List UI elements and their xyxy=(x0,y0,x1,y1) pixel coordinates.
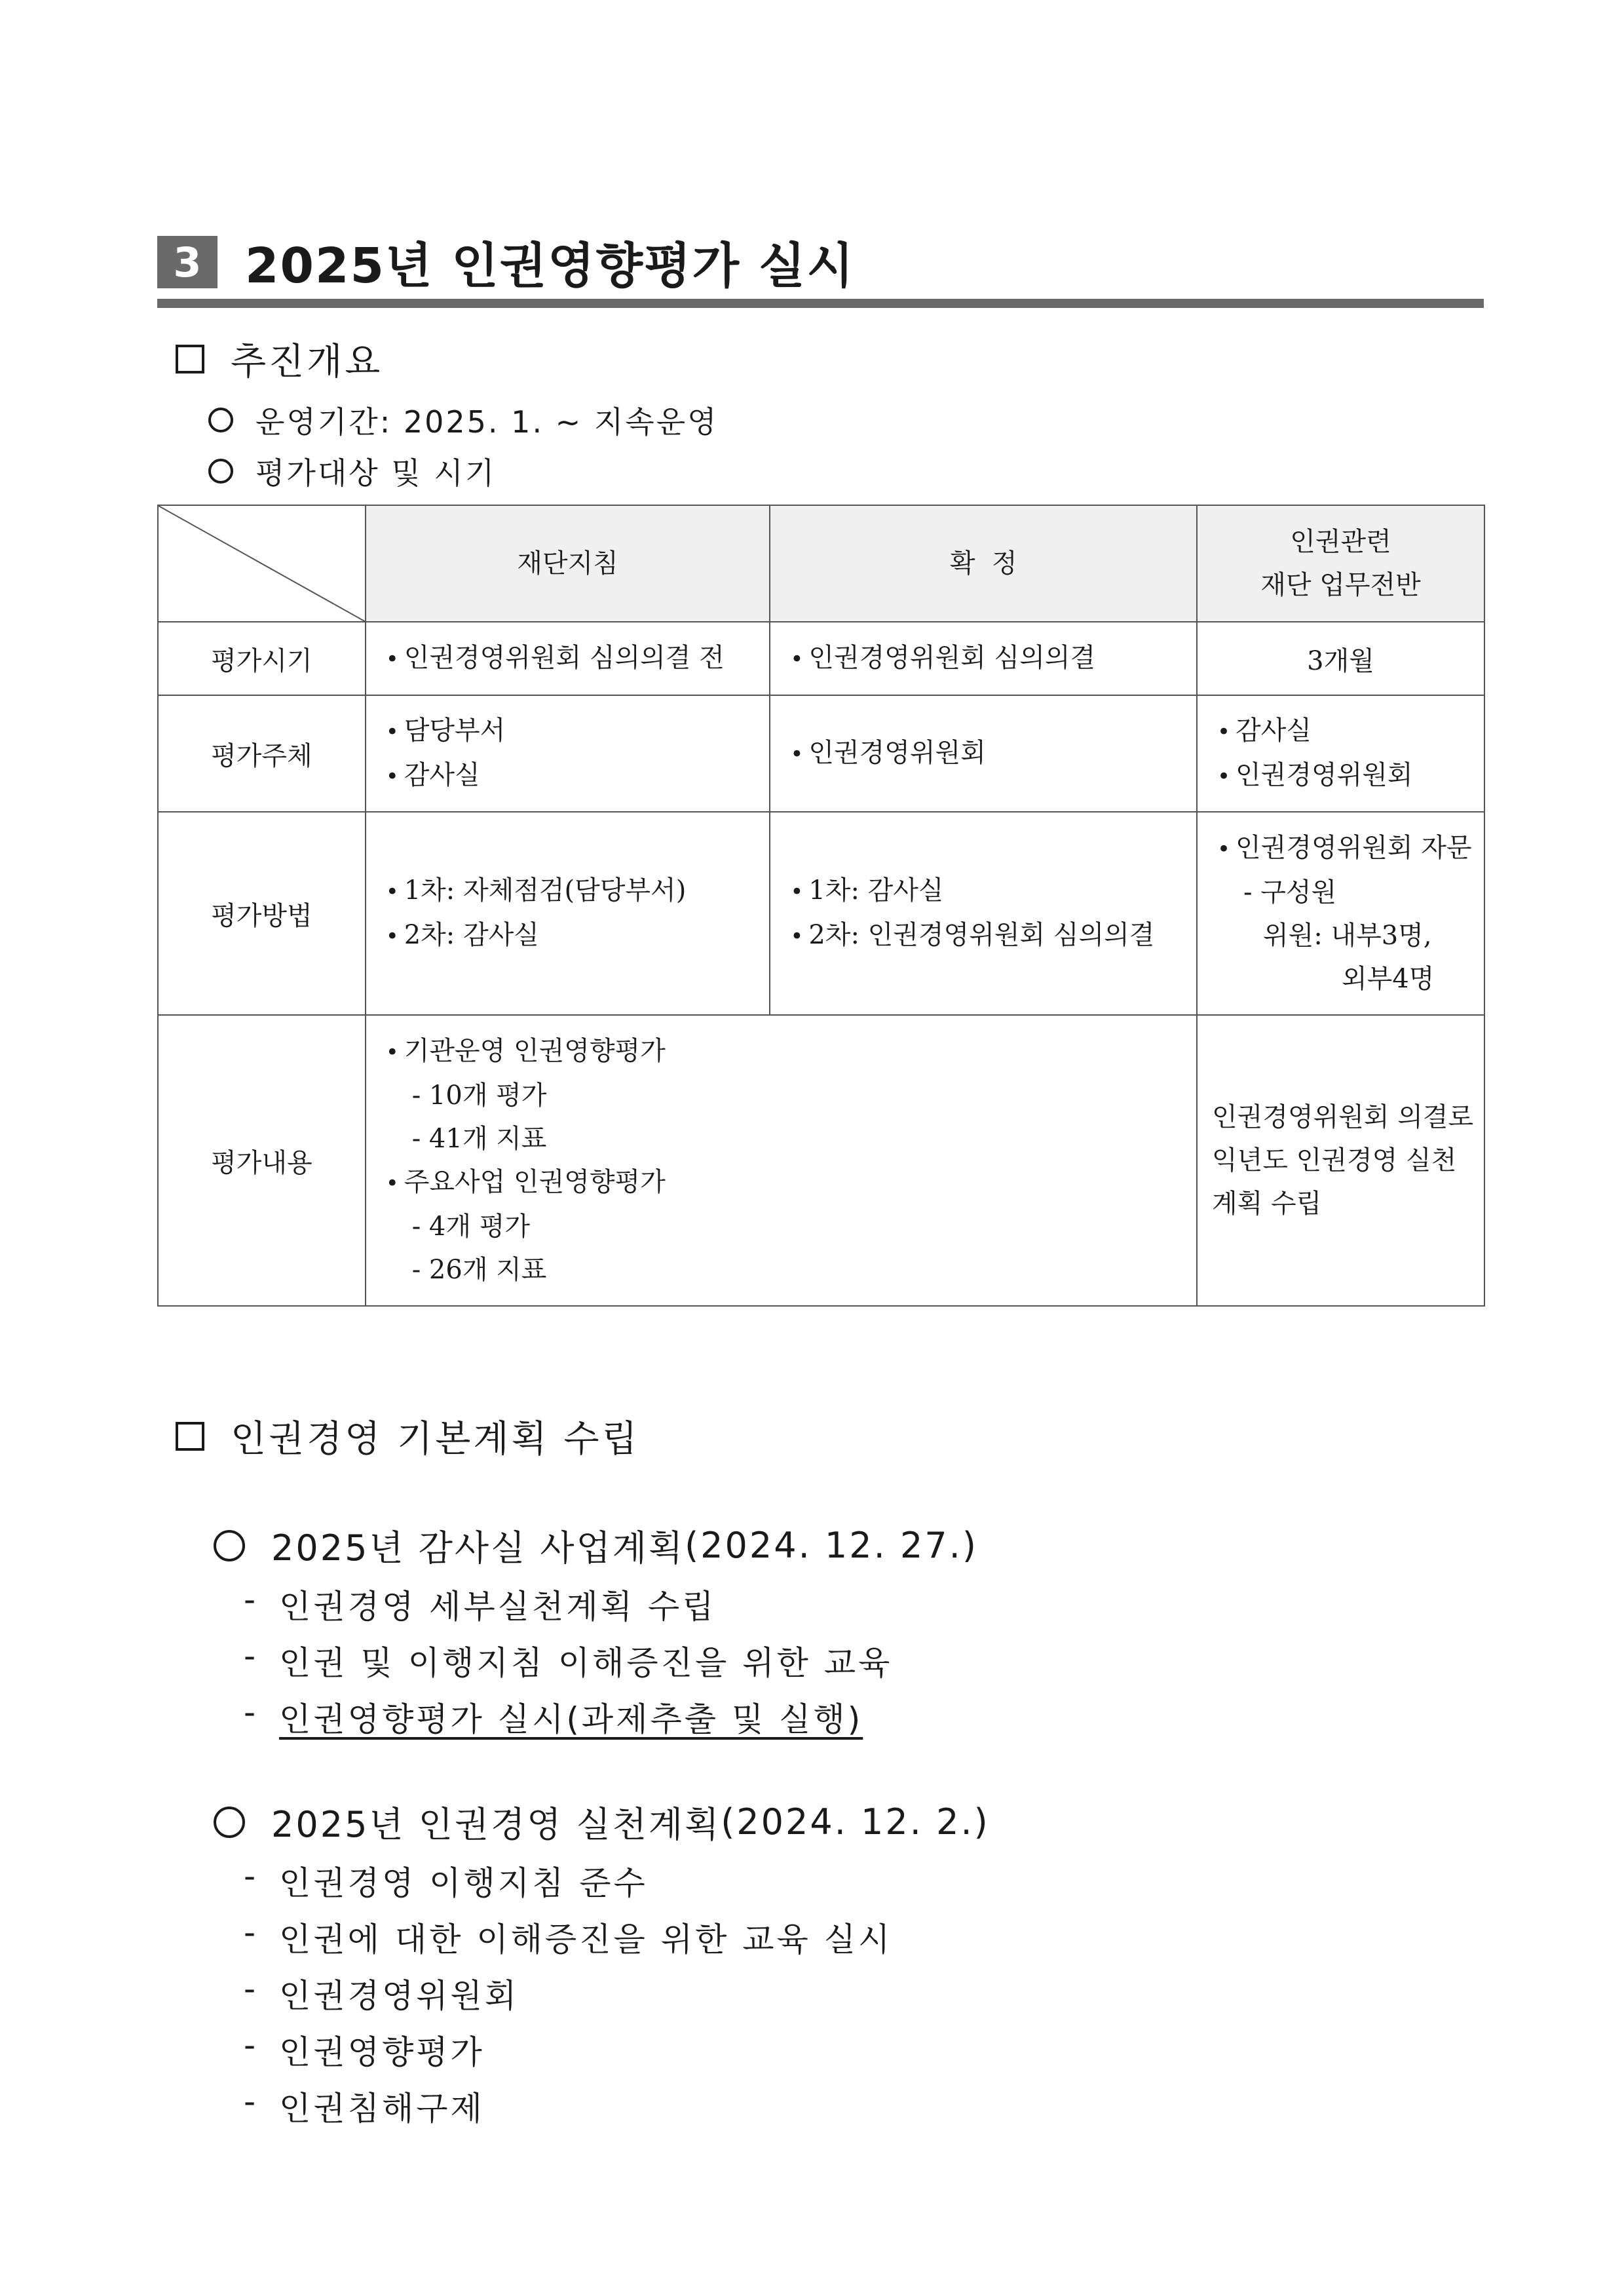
section-number-badge: 3 xyxy=(157,236,217,288)
evaluation-table xyxy=(157,505,1485,1307)
diagonal-corner-cell xyxy=(158,505,366,622)
circle-bullet-icon xyxy=(214,1530,245,1561)
table-cell: 3개월 xyxy=(1197,622,1484,695)
plan-item: - 인권영향평가 xyxy=(244,2026,485,2071)
table-row xyxy=(158,1015,1484,1306)
plan-title xyxy=(214,1520,978,1571)
section-header xyxy=(157,233,855,292)
plan-title-text: 2025년 감사실 사업계획 xyxy=(271,1527,685,1569)
plan-title xyxy=(214,1797,990,1847)
table-row xyxy=(158,622,1484,695)
row-label: 평가방법 xyxy=(158,812,366,1015)
square-bullet-icon xyxy=(176,345,204,373)
plan-item: - 인권경영위원회 xyxy=(244,1970,519,2015)
table-row xyxy=(158,812,1484,1015)
plan-item: - 인권경영 세부실천계획 수립 xyxy=(244,1580,717,1626)
table-header-confirm: 확 정 xyxy=(770,505,1197,622)
section-divider xyxy=(157,299,1484,308)
row-label: 평가시기 xyxy=(158,622,366,695)
overview-item xyxy=(208,398,719,442)
overview-item-text: 평가대상 및 시기 xyxy=(255,455,497,491)
row-label: 평가주체 xyxy=(158,695,366,812)
plan-date: (2024. 12. 27.) xyxy=(685,1525,978,1566)
plan-item: - 인권경영 이행지침 준수 xyxy=(244,1857,648,1902)
overview-heading xyxy=(176,333,383,385)
table-header-hr: 인권관련 재단 업무전반 xyxy=(1197,505,1484,622)
plan-item: - 인권침해구제 xyxy=(244,2082,485,2128)
square-bullet-icon xyxy=(176,1422,204,1451)
circle-bullet-icon xyxy=(208,459,233,484)
table-cell: • 담당부서 • 감사실 xyxy=(366,695,770,812)
circle-bullet-icon xyxy=(208,408,233,432)
table-cell: • 인권경영위원회 심의의결 전 xyxy=(366,622,770,695)
table-cell: • 인권경영위원회 심의의결 xyxy=(770,622,1197,695)
table-header-row xyxy=(158,505,1484,622)
section-title: 2025년 인권영향평가 실시 xyxy=(245,238,855,294)
basic-plan-heading-text: 인권경영 기본계획 수립 xyxy=(231,1418,640,1461)
plan-title-text: 2025년 인권경영 실천계획 xyxy=(271,1804,721,1845)
table-cell: • 감사실 • 인권경영위원회 xyxy=(1197,695,1484,812)
table-cell-merged: • 기관운영 인권영향평가 - 10개 평가 - 41개 지표 • 주요사업 인권영향평가 - 4개 평가 - 26개 지표 xyxy=(366,1015,1197,1306)
plan-item: - 인권영향평가 실시(과제추출 및 실행) xyxy=(244,1693,863,1738)
plan-item: - 인권 및 이행지침 이해증진을 위한 교육 xyxy=(244,1637,893,1682)
plan-date: (2024. 12. 2.) xyxy=(721,1801,990,1843)
overview-item-text: 운영기간: 2025. 1. ~ 지속운영 xyxy=(255,404,719,440)
table-cell: • 1차: 감사실 • 2차: 인권경영위원회 심의의결 xyxy=(770,812,1197,1015)
table-cell: • 인권경영위원회 xyxy=(770,695,1197,812)
table-row xyxy=(158,695,1484,812)
table-cell: 인권경영위원회 의결로 익년도 인권경영 실천 계획 수립 xyxy=(1197,1015,1484,1306)
overview-heading-text: 추진개요 xyxy=(231,341,383,383)
plan-item: - 인권에 대한 이해증진을 위한 교육 실시 xyxy=(244,1913,893,1959)
table-cell: • 인권경영위원회 자문 - 구성원 위원: 내부3명, 외부4명 xyxy=(1197,812,1484,1015)
overview-item xyxy=(208,450,496,493)
table-header-guideline: 재단지침 xyxy=(366,505,770,622)
row-label: 평가내용 xyxy=(158,1015,366,1306)
circle-bullet-icon xyxy=(214,1807,245,1838)
table-cell: • 1차: 자체점검(담당부서) • 2차: 감사실 xyxy=(366,812,770,1015)
diagonal-line xyxy=(159,506,367,622)
basic-plan-heading xyxy=(176,1410,640,1463)
